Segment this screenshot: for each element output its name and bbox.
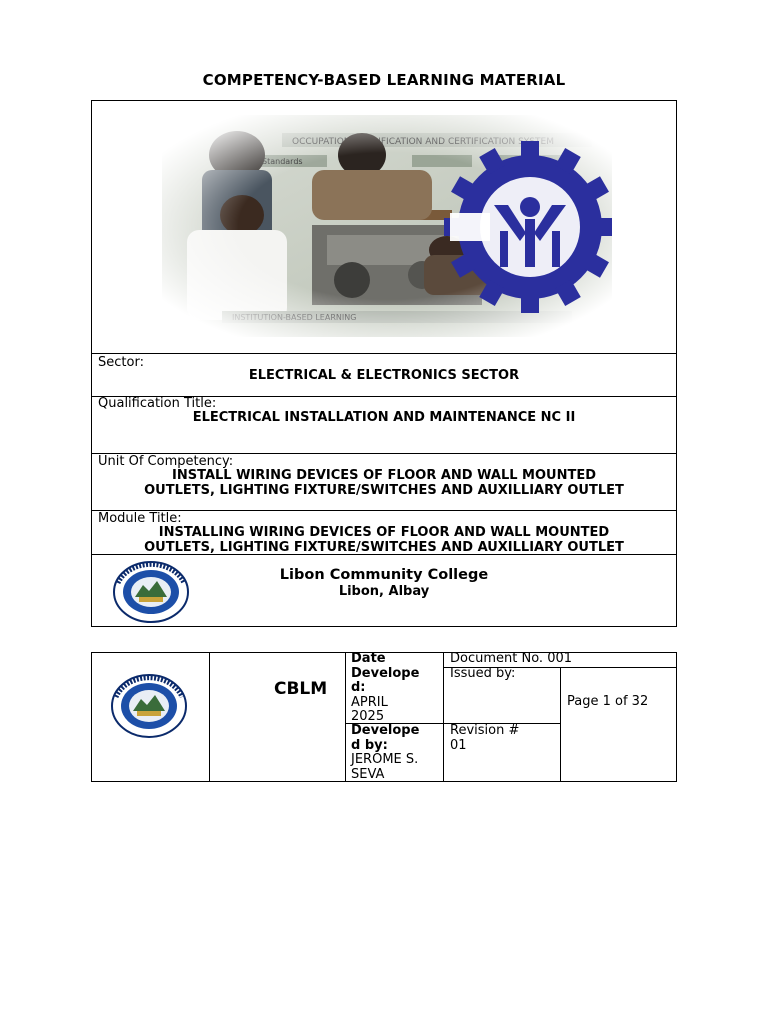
module-line-1: INSTALLING WIRING DEVICES OF FLOOR AND WALL MOUNTED [158, 525, 610, 540]
banner-cell [92, 101, 676, 354]
unit-line-1: INSTALL WIRING DEVICES OF FLOOR AND WALL MOUNTED [172, 468, 596, 483]
developer-value-2: SEVA [351, 766, 385, 782]
footer-college-seal-icon [111, 674, 187, 738]
date-label-3: d: [351, 680, 366, 695]
revision-number: 01 [450, 737, 467, 753]
module-line-2: OUTLETS, LIGHTING FIXTURE/SWITCHES AND AUXILLIARY OUTLET [144, 540, 624, 555]
cover-table [91, 100, 677, 627]
qualification-value: ELECTRICAL INSTALLATION AND MAINTENANCE NC II [192, 410, 576, 425]
page-number: Page 1 of 32 [567, 694, 649, 709]
date-value-1: APRIL [351, 694, 388, 710]
cblm-code: CBLM [274, 679, 328, 699]
revision-label: Revision # [450, 723, 520, 738]
sector-row [92, 354, 676, 397]
date-value-2: 2025 [351, 709, 385, 724]
date-label-1: Date [351, 651, 386, 666]
sector-label: Sector: [98, 355, 144, 370]
sector-value: ELECTRICAL & ELECTRONICS SECTOR [248, 368, 520, 383]
developer-label-1: Develope [351, 723, 420, 738]
unit-row [92, 454, 676, 511]
college-name: Libon Community College [279, 567, 489, 583]
document-heading: COMPETENCY-BASED LEARNING MATERIAL [202, 71, 566, 89]
developer-value-1: JEROME S. [351, 752, 419, 767]
unit-label: Unit Of Competency: [98, 454, 234, 469]
qualification-row [92, 397, 676, 454]
qualification-label: Qualification Title: [98, 396, 217, 411]
developer-label-2: d by: [351, 737, 388, 753]
module-label: Module Title: [98, 511, 182, 526]
document-number: Document No. 001 [450, 651, 573, 666]
document-control-table [91, 652, 677, 782]
institution-row [92, 555, 676, 626]
tesda-banner-image [162, 115, 612, 337]
module-row [92, 511, 676, 555]
college-location: Libon, Albay [338, 584, 430, 599]
unit-line-2: OUTLETS, LIGHTING FIXTURE/SWITCHES AND AUXILLIARY OUTLET [144, 483, 624, 498]
issued-by-label: Issued by: [450, 666, 516, 681]
date-label-2: Develope [351, 665, 420, 681]
